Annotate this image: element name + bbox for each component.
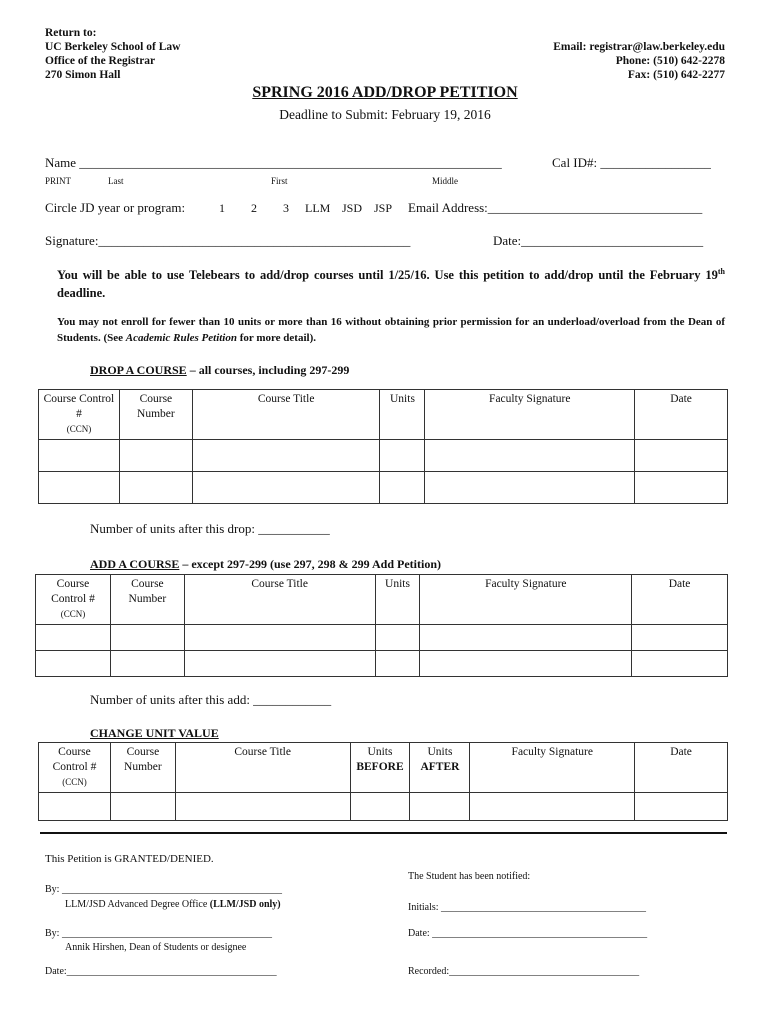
program-option-jsd[interactable]: JSD	[342, 201, 363, 215]
add-heading: ADD A COURSE	[90, 557, 180, 571]
add-table	[35, 574, 728, 677]
return-address	[45, 26, 180, 82]
add-col-date: Date	[632, 575, 728, 625]
table-row[interactable]	[36, 651, 728, 677]
change-col-date: Date	[635, 743, 728, 793]
table-row[interactable]	[36, 625, 728, 651]
change-col-units-before: Units BEFORE	[350, 743, 410, 793]
name-field[interactable]: Name _________________________________________________________________	[45, 155, 502, 170]
telebears-note-sup: th	[717, 267, 725, 276]
table-row[interactable]	[39, 440, 728, 472]
contact-phone: Phone: (510) 642-2278	[615, 55, 725, 67]
dean-label: Annik Hirshen, Dean of Students or designee	[65, 942, 247, 953]
program-option-jsp[interactable]: JSP	[374, 201, 393, 215]
initials-field[interactable]: Initials: _________________________________________	[408, 902, 647, 913]
table-row[interactable]	[39, 472, 728, 504]
program-label: Circle JD year or program:	[45, 200, 186, 215]
change-col-number: Course Number	[110, 743, 175, 793]
add-col-title: Course Title	[184, 575, 375, 625]
units-after-drop-field[interactable]: Number of units after this drop: ___________	[90, 521, 330, 536]
drop-col-date: Date	[635, 390, 728, 440]
drop-col-control: Course Control # (CCN)	[39, 390, 120, 440]
signature-field[interactable]: Signature:________________________________________________	[45, 233, 411, 248]
recorded-field[interactable]: Recorded:______________________________________	[408, 966, 640, 977]
notified-label: The Student has been notified:	[408, 871, 531, 882]
cal-id-field[interactable]: Cal ID#: _________________	[552, 155, 711, 170]
by-dean-field[interactable]: By: __________________________________________	[45, 928, 272, 939]
drop-col-title: Course Title	[192, 390, 380, 440]
contact-fax: Fax: (510) 642-2277	[627, 69, 725, 81]
decision-date-field[interactable]: Date:__________________________________________	[45, 966, 277, 977]
middle-name-label: Middle	[432, 176, 458, 186]
program-option-llm[interactable]: LLM	[305, 201, 331, 215]
add-col-number: Course Number	[110, 575, 184, 625]
units-note-text: You may not enroll for fewer than 10 units or more than 16 without obtaining prior permission for an underload/overload from the Dean of Students. (See	[57, 316, 725, 344]
contact-info	[553, 40, 725, 82]
drop-subheading: – all courses, including 297-299	[186, 363, 350, 377]
drop-section-title	[90, 363, 349, 378]
units-note-italic: Academic Rules Petition	[125, 332, 237, 344]
add-table-header	[36, 575, 728, 625]
change-col-faculty: Faculty Signature	[470, 743, 635, 793]
telebears-note	[57, 263, 725, 302]
units-after-add-field[interactable]: Number of units after this add: ____________	[90, 692, 332, 707]
drop-table	[38, 389, 728, 504]
drop-table-header	[39, 390, 728, 440]
page-title: SPRING 2016 ADD/DROP PETITION	[252, 84, 518, 101]
program-option-3[interactable]: 3	[283, 201, 289, 215]
units-note	[57, 314, 725, 346]
add-col-units: Units	[375, 575, 420, 625]
signature-date-field[interactable]: Date:____________________________	[493, 233, 704, 248]
add-section-title	[90, 557, 441, 572]
units-note-end: for more detail).	[236, 332, 316, 344]
change-section-title	[90, 726, 219, 741]
by-llm-field[interactable]: By: ____________________________________________	[45, 884, 282, 895]
table-row[interactable]	[39, 793, 728, 821]
drop-col-faculty: Faculty Signature	[425, 390, 635, 440]
email-address-field[interactable]: Email Address:_________________________________	[408, 200, 703, 215]
add-subheading: – except 297-299 (use 297, 298 & 299 Add Petition)	[179, 557, 442, 571]
print-label: PRINT	[45, 176, 72, 186]
notified-date-field[interactable]: Date: ___________________________________________	[408, 928, 648, 939]
telebears-note-end: deadline.	[57, 286, 106, 301]
return-to-label: Return to:	[45, 27, 97, 39]
contact-email: Email: registrar@law.berkeley.edu	[553, 41, 725, 53]
last-name-label: Last	[108, 176, 124, 186]
llm-office-label: LLM/JSD Advanced Degree Office (LLM/JSD only)	[65, 899, 281, 910]
office-location: 270 Simon Hall	[45, 69, 121, 81]
first-name-label: First	[271, 176, 288, 186]
program-option-2[interactable]: 2	[251, 201, 257, 215]
petition-status: This Petition is GRANTED/DENIED.	[45, 853, 214, 865]
deadline-text: Deadline to Submit: February 19, 2016	[279, 107, 491, 122]
office-name: Office of the Registrar	[45, 55, 156, 67]
add-col-faculty: Faculty Signature	[420, 575, 632, 625]
change-col-title: Course Title	[175, 743, 350, 793]
change-table	[38, 742, 728, 821]
section-divider	[40, 832, 727, 834]
change-col-control: Course Control # (CCN)	[39, 743, 111, 793]
add-col-control: Course Control # (CCN)	[36, 575, 111, 625]
drop-heading: DROP A COURSE	[90, 363, 187, 377]
school-name: UC Berkeley School of Law	[45, 41, 181, 53]
change-col-units-after: Units AFTER	[410, 743, 470, 793]
change-heading: CHANGE UNIT VALUE	[90, 726, 219, 740]
program-option-1[interactable]: 1	[219, 201, 225, 215]
drop-col-number: Course Number	[119, 390, 192, 440]
telebears-note-text: You will be able to use Telebears to add/drop courses until 1/25/16. Use this petition to add/drop until the February 19	[57, 268, 718, 283]
change-table-header	[39, 743, 728, 793]
drop-col-units: Units	[380, 390, 425, 440]
